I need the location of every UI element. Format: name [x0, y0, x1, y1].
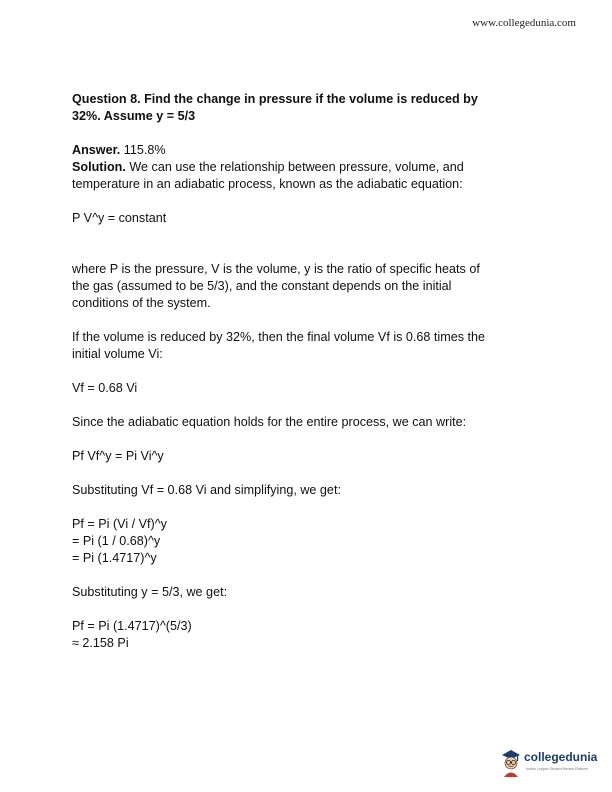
answer-line: [72, 142, 542, 159]
where-line-1: where P is the pressure, V is the volume, y is the ratio of specific heats of: [72, 262, 480, 276]
logo-tagline: India's Largest Student Review Platform: [526, 767, 589, 771]
equation-result-1: Pf = Pi (1.4717)^(5/3): [72, 619, 192, 633]
where-line-3: conditions of the system.: [72, 296, 211, 310]
solution-line-2: temperature in an adiabatic process, known as the adiabatic equation:: [72, 177, 463, 191]
question-line-2: 32%. Assume y = 5/3: [72, 109, 196, 123]
site-url[interactable]: www.collegedunia.com: [472, 17, 576, 29]
question-line-1: Question 8. Find the change in pressure if the volume is reduced by: [72, 92, 478, 106]
mascot-icon: [500, 748, 522, 778]
reduced-line-2: initial volume Vi:: [72, 347, 163, 361]
question-content: [72, 91, 542, 652]
reduced-line-1: If the volume is reduced by 32%, then the final volume Vf is 0.68 times the: [72, 330, 486, 344]
equation-pressure-volume: Pf Vf^y = Pi Vi^y: [72, 449, 164, 463]
collegedunia-logo[interactable]: [500, 746, 596, 782]
equation-derivation-3: = Pi (1.4717)^y: [72, 551, 157, 565]
solution-intro: We can use the relationship between pressure, volume, and: [129, 160, 464, 174]
equation-derivation-2: = Pi (1 / 0.68)^y: [72, 534, 161, 548]
since-line: Since the adiabatic equation holds for the entire process, we can write:: [72, 415, 467, 429]
equation-adiabatic: P V^y = constant: [72, 211, 167, 225]
answer-value: 115.8%: [123, 143, 166, 157]
logo-wordmark: collegedunia: [524, 750, 598, 764]
substituting-line-2: Substituting y = 5/3, we get:: [72, 585, 228, 599]
where-line-2: the gas (assumed to be 5/3), and the constant depends on the initial: [72, 279, 452, 293]
equation-derivation-1: Pf = Pi (Vi / Vf)^y: [72, 517, 167, 531]
substituting-line-1: Substituting Vf = 0.68 Vi and simplifying, we get:: [72, 483, 341, 497]
answer-label: Answer.: [72, 143, 121, 157]
equation-final-volume: Vf = 0.68 Vi: [72, 381, 138, 395]
solution-line-1: [72, 159, 542, 176]
equation-result-2: ≈ 2.158 Pi: [72, 636, 129, 650]
solution-label: Solution.: [72, 160, 126, 174]
